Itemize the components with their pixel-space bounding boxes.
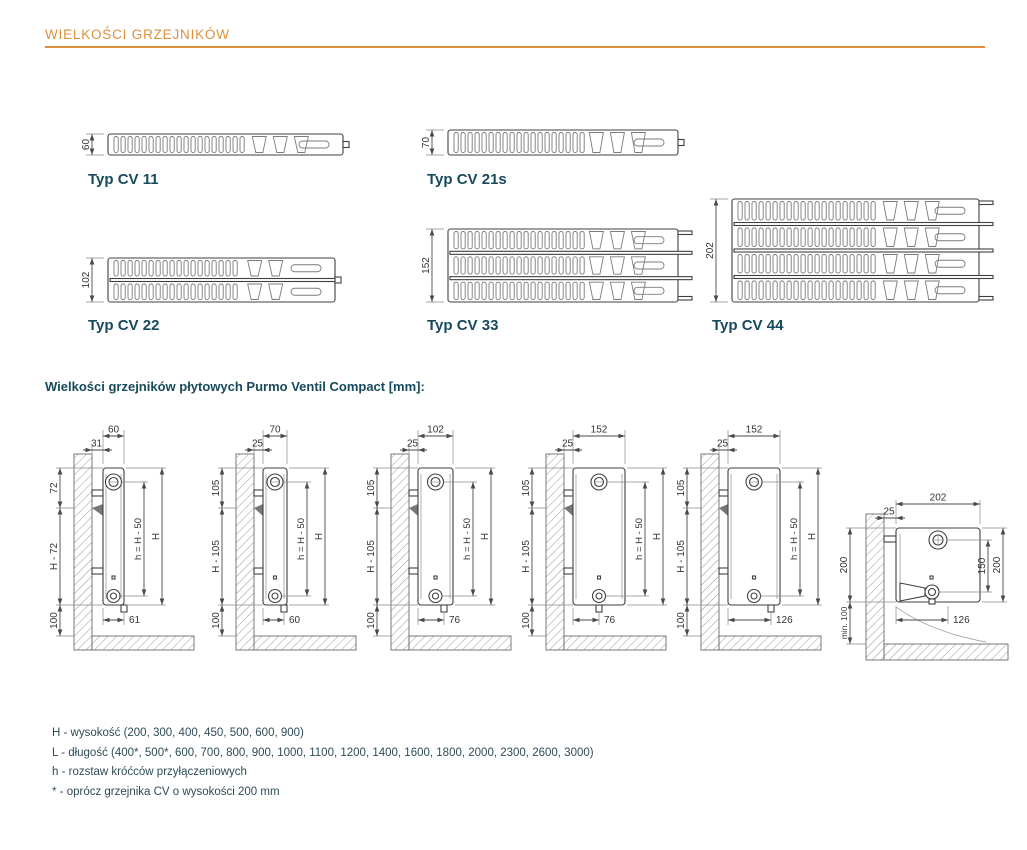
- side-svg: [361, 420, 521, 665]
- dim-label: H: [151, 532, 162, 541]
- dim-label: 105: [366, 479, 377, 497]
- dim-label: 25: [716, 438, 729, 450]
- dim-label: 150: [977, 557, 988, 575]
- dim-label: 70: [269, 424, 281, 436]
- plan-svg: [706, 195, 999, 306]
- side-view-cv44: [671, 420, 831, 670]
- dim-label: 61: [129, 615, 141, 626]
- dim-label: 102: [427, 424, 444, 436]
- dim-label: 100: [211, 612, 222, 629]
- dim-label: 105: [211, 479, 222, 497]
- detail-view-cv-200: [836, 492, 1016, 669]
- dim-label: H - 105: [211, 540, 222, 573]
- plan-diagram-cv11: [82, 130, 363, 164]
- detail-svg: [836, 492, 1016, 664]
- plan-label-cv44: Typ CV 44: [712, 317, 784, 334]
- dim-label: 105: [676, 479, 687, 497]
- side-svg: [671, 420, 831, 665]
- side-view-cv33: [516, 420, 676, 670]
- dim-label: H - 105: [366, 540, 377, 573]
- side-svg: [206, 420, 366, 665]
- dim-label: 60: [289, 615, 301, 626]
- side-view-cv22: [361, 420, 521, 670]
- dim-label: 100: [366, 612, 377, 629]
- legend-line-length: L - długość (400*, 500*, 600, 700, 800, 900, 1000, 1100, 1200, 1400, 1600, 1800, 2000, 2300, 2600, 3000): [52, 746, 594, 759]
- dim-label: 200: [992, 556, 1003, 574]
- dim-label: 152: [422, 257, 432, 274]
- plan-label-cv21s: Typ CV 21s: [427, 171, 507, 188]
- plan-label-cv22: Typ CV 22: [88, 317, 160, 334]
- dim-label: 100: [49, 612, 60, 629]
- dim-label: 200: [839, 556, 850, 574]
- plan-diagram-cv22: [82, 254, 355, 311]
- section-title: Wielkości grzejników płytowych Purmo Ventil Compact [mm]:: [45, 379, 425, 394]
- dim-label: 126: [953, 615, 970, 626]
- dim-label: 76: [604, 615, 616, 626]
- dim-label: H - 105: [676, 540, 687, 573]
- dim-label: 25: [406, 438, 419, 450]
- plan-diagram-cv33: [422, 225, 698, 311]
- page-title: WIELKOŚCI GRZEJNIKÓW: [45, 27, 230, 42]
- plan-svg: [82, 130, 363, 159]
- plan-svg: [82, 254, 355, 306]
- dim-label: H - 105: [521, 540, 532, 573]
- plan-diagram-cv44: [706, 195, 999, 311]
- dim-label: H - 72: [49, 542, 60, 571]
- side-svg: [44, 420, 204, 665]
- header-divider: [45, 46, 985, 48]
- side-view-cv21s: [206, 420, 366, 670]
- side-view-cv11: [44, 420, 204, 670]
- dim-label: h = H - 50: [296, 518, 307, 560]
- dim-label: 31: [90, 438, 103, 450]
- dim-label: 152: [745, 424, 763, 436]
- dim-label: h = H - 50: [462, 518, 473, 560]
- dim-label: 100: [521, 612, 532, 629]
- dim-label: 152: [590, 424, 608, 436]
- dim-label: H: [807, 532, 818, 541]
- plan-svg: [422, 126, 698, 159]
- plan-diagram-cv21s: [422, 126, 698, 164]
- dim-label: h = H - 50: [634, 518, 645, 560]
- dim-label: min. 100: [839, 606, 849, 640]
- plan-svg: [422, 225, 698, 306]
- legend: [52, 724, 594, 802]
- dim-label: 126: [776, 615, 793, 626]
- dim-label: 102: [82, 271, 92, 289]
- dim-label: H: [652, 532, 663, 541]
- dim-label: 70: [422, 136, 432, 149]
- dim-label: H: [480, 532, 491, 541]
- dim-label: 72: [49, 482, 60, 494]
- plan-label-cv11: Typ CV 11: [88, 171, 159, 188]
- dim-label: 25: [883, 506, 895, 518]
- dim-label: 76: [449, 615, 461, 626]
- plan-label-cv33: Typ CV 33: [427, 317, 499, 334]
- dim-label: h = H - 50: [789, 518, 800, 560]
- side-svg: [516, 420, 676, 665]
- dim-label: 25: [561, 438, 574, 450]
- dim-label: h = H - 50: [133, 518, 144, 560]
- dim-label: 60: [82, 138, 92, 151]
- legend-line-height: H - wysokość (200, 300, 400, 450, 500, 600, 900): [52, 727, 304, 739]
- dim-label: 25: [251, 438, 264, 450]
- dim-label: 60: [107, 424, 120, 436]
- dim-label: 100: [676, 612, 687, 629]
- dim-label: 202: [929, 492, 947, 504]
- dim-label: 105: [521, 479, 532, 497]
- dim-label: H: [314, 532, 325, 541]
- legend-line-spacing: h - rozstaw króćców przyłączeniowych: [52, 766, 247, 778]
- dim-label: 202: [706, 242, 716, 259]
- legend-line-exception: * - oprócz grzejnika CV o wysokości 200 mm: [52, 785, 280, 798]
